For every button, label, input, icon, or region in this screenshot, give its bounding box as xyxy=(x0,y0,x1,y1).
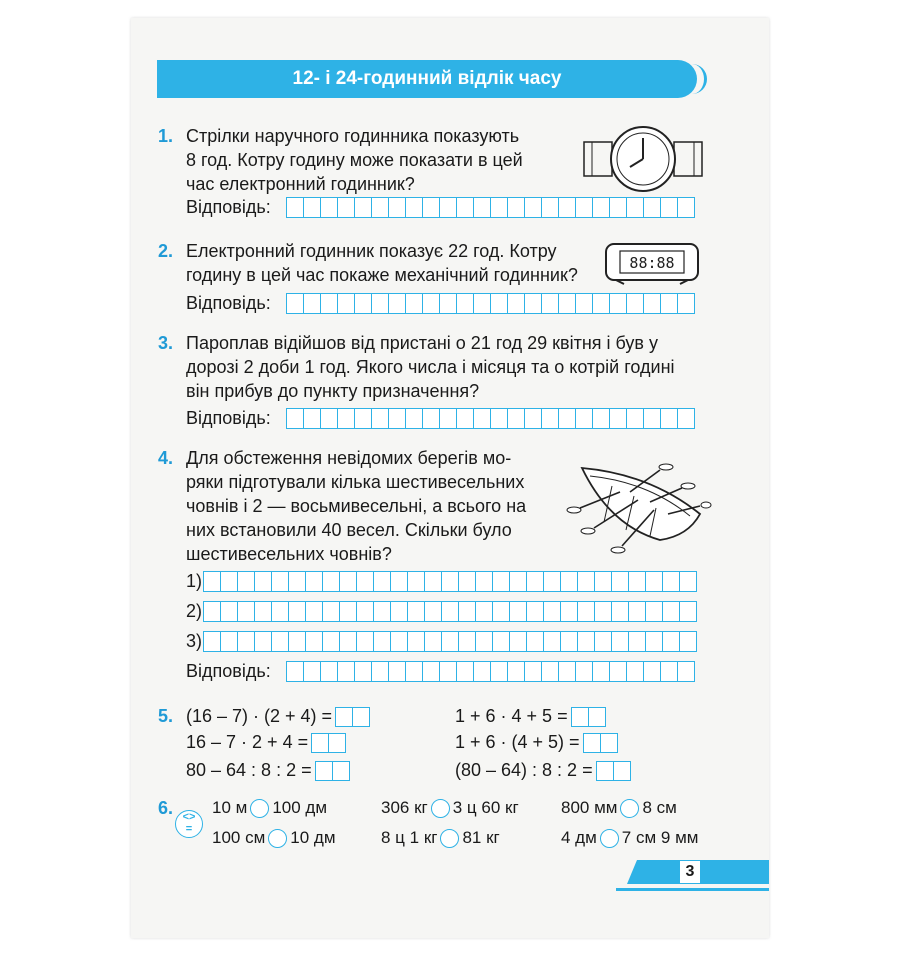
answer-box[interactable] xyxy=(311,733,345,753)
task-6-number: 6. xyxy=(158,798,174,818)
task-5-expr-5: 1 + 6 · (4 + 5) = xyxy=(455,732,617,753)
compare-3: 800 мм 8 см xyxy=(561,798,677,817)
answer-box[interactable] xyxy=(571,707,605,727)
compare-2: 306 кг 3 ц 60 кг xyxy=(381,798,519,817)
compare-5: 8 ц 1 кг 81 кг xyxy=(381,828,500,847)
svg-text:88:88: 88:88 xyxy=(629,254,675,272)
task-4-number: 4. xyxy=(158,448,174,468)
answer-box[interactable] xyxy=(583,733,617,753)
digital-clock-icon xyxy=(604,240,700,286)
task-4-answer-grid[interactable] xyxy=(286,661,694,682)
compare-1: 10 м 100 дм xyxy=(212,798,328,817)
answer-box[interactable] xyxy=(335,707,369,727)
task-4-answer-label: Відповідь: xyxy=(186,661,271,681)
compare-circle[interactable] xyxy=(250,799,269,818)
page-title: 12- і 24-годинний відлік часу xyxy=(157,60,697,98)
footer-line xyxy=(616,888,769,891)
task-2-answer-label: Відповідь: xyxy=(186,293,271,313)
task-2-text: Електронний годинник показує 22 год. Котру годину в цей час покаже механічний годинник? xyxy=(186,241,578,285)
task-5-expr-4: 1 + 6 · 4 + 5 = xyxy=(455,706,605,727)
page-number: 3 xyxy=(680,861,700,883)
task-1-answer-grid[interactable] xyxy=(286,197,694,218)
task-2-answer-grid[interactable] xyxy=(286,293,694,314)
rowboat-icon xyxy=(560,456,712,560)
task-5-number: 5. xyxy=(158,706,174,726)
compare-6: 4 дм 7 см 9 мм xyxy=(561,828,699,847)
task-4-step-2-label: 2) xyxy=(186,601,203,621)
compare-4: 100 см 10 дм xyxy=(212,828,336,847)
compare-circle[interactable] xyxy=(620,799,639,818)
task-5-expr-6: (80 – 64) : 8 : 2 = xyxy=(455,760,630,781)
task-1-number: 1. xyxy=(158,126,174,146)
answer-box[interactable] xyxy=(596,761,630,781)
task-4-step-1-label: 1) xyxy=(186,571,203,591)
task-4-step-3-grid[interactable] xyxy=(203,631,696,652)
task-3-answer-grid[interactable] xyxy=(286,408,694,429)
task-3-number: 3. xyxy=(158,333,174,353)
compare-circle[interactable] xyxy=(440,829,459,848)
task-1-text: Стрілки наручного годинника показують 8 год. Котру годину може показати в цей час електронний годинник? xyxy=(186,126,523,194)
task-5-expr-2: 16 – 7 · 2 + 4 = xyxy=(186,732,345,753)
task-1-answer-label: Відповідь: xyxy=(186,197,271,217)
task-3-text: Пароплав відійшов від пристані о 21 год 29 квітня і був у дорозі 2 доби 1 год. Якого числа і місяця та о котрій годині він прибув до пункту призначення? xyxy=(186,333,675,401)
task-2-number: 2. xyxy=(158,241,174,261)
task-5-expr-1: (16 – 7) · (2 + 4) = xyxy=(186,706,369,727)
compare-circle[interactable] xyxy=(268,829,287,848)
compare-circle[interactable] xyxy=(600,829,619,848)
task-4-step-3-label: 3) xyxy=(186,631,203,651)
answer-box[interactable] xyxy=(315,761,349,781)
wristwatch-icon xyxy=(582,124,704,194)
task-3-answer-label: Відповідь: xyxy=(186,408,271,428)
compare-icon: <> = xyxy=(175,810,203,838)
task-4-step-2-grid[interactable] xyxy=(203,601,696,622)
task-4-text: Для обстеження невідомих берегів мо- ряки підготували кілька шестивесельних човнів і 2 — восьмивесельні, а всього на них встановили 40 весел. Скільки було шестивесельних човнів? xyxy=(186,448,527,564)
compare-circle[interactable] xyxy=(431,799,450,818)
task-5-expr-3: 80 – 64 : 8 : 2 = xyxy=(186,760,349,781)
task-4-step-1-grid[interactable] xyxy=(203,571,696,592)
